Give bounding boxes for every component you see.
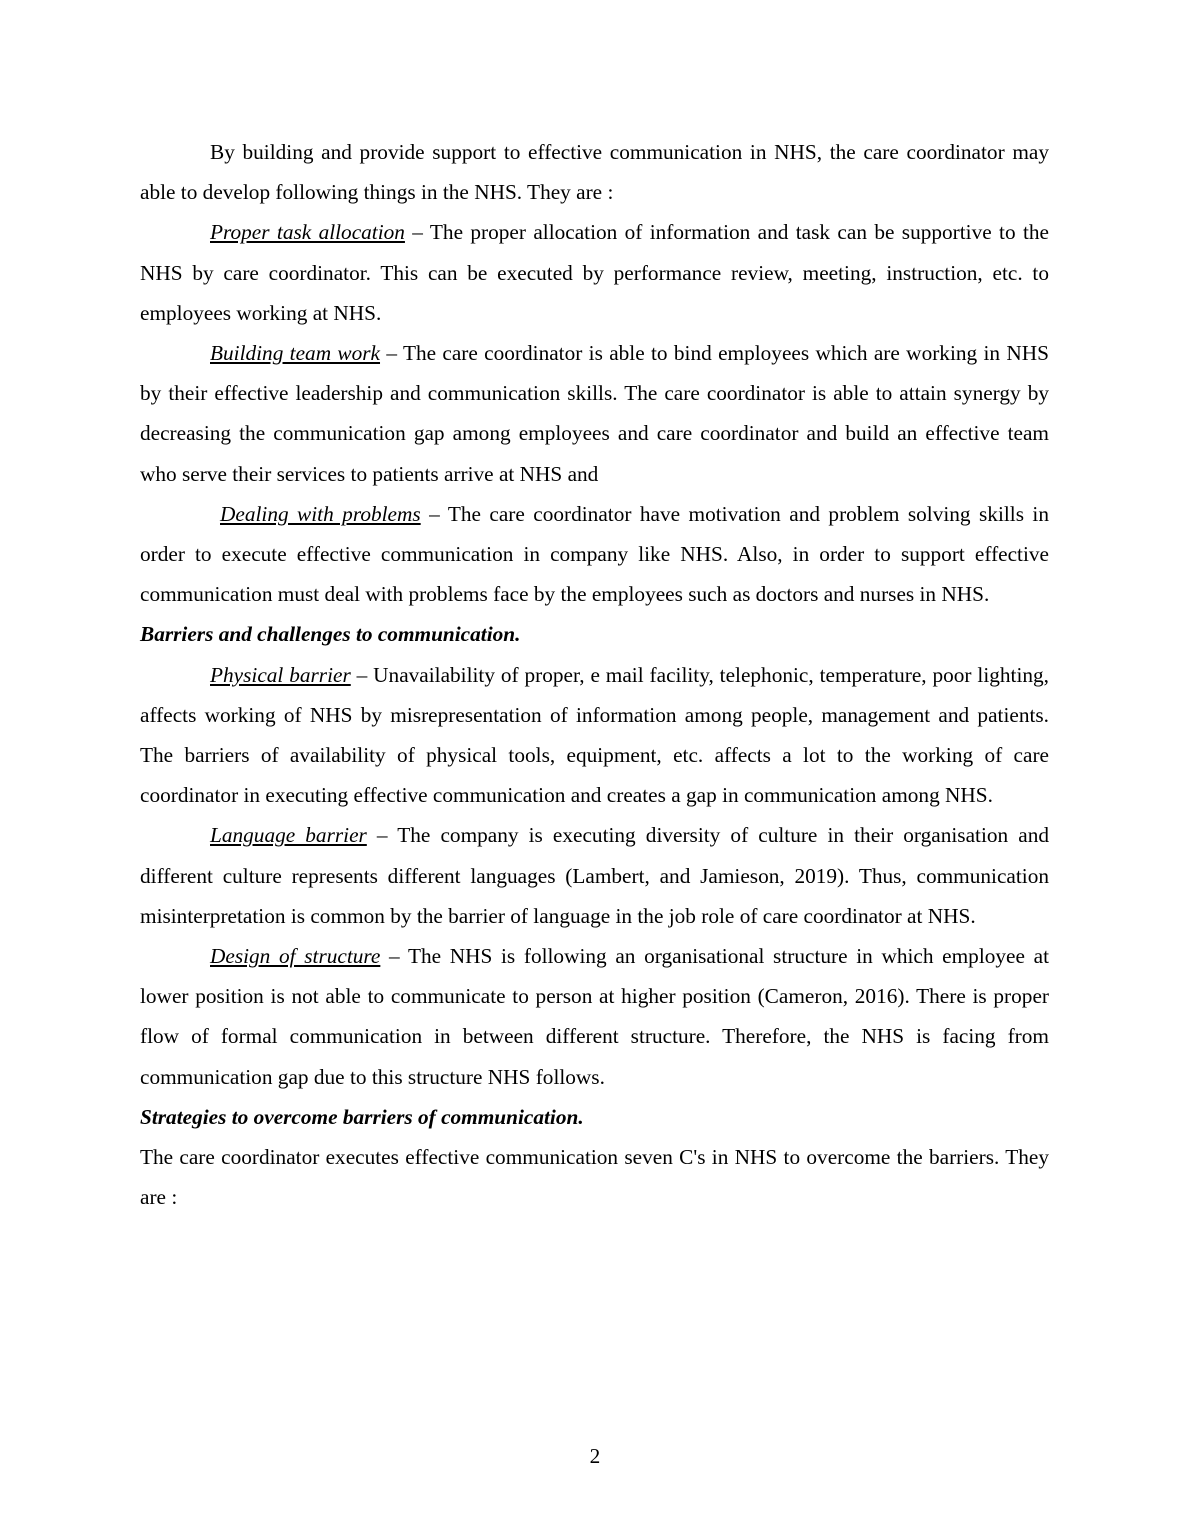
physical-barrier-term: Physical barrier: [210, 662, 351, 687]
intro-paragraph: By building and provide support to effective communication in NHS, the care coordinator may able to develop following things in the NHS. They are :: [140, 140, 1049, 205]
team-work-text: – The care coordinator is able to bind employees which are working in NHS by their effective leadership and communication skills. The care coordinator is able to attain synergy by decreasing the communication gap among employees and care coordinator and build an effective team who serve their services to patients arrive at NHS and: [140, 341, 1049, 486]
strategies-heading: Strategies to overcome barriers of communication.: [140, 1104, 584, 1129]
physical-barrier-paragraph: [140, 655, 1049, 816]
barriers-heading: Barriers and challenges to communication.: [140, 622, 521, 647]
task-allocation-term: Proper task allocation: [210, 220, 405, 245]
problems-paragraph: [140, 494, 1049, 615]
document-page: [140, 132, 1049, 1217]
team-work-paragraph: [140, 333, 1049, 494]
problems-text: – The care coordinator have motivation and problem solving skills in order to execute effective communication in company like NHS. Also, in order to support effective communication must deal with problems face by the employees such as doctors and nurses in NHS.: [140, 501, 1049, 607]
team-work-term: Building team work: [210, 341, 381, 366]
page-number: 2: [589, 1444, 601, 1468]
structure-paragraph: [140, 936, 1049, 1097]
task-allocation-paragraph: [140, 212, 1049, 333]
problems-term: Dealing with problems: [220, 501, 421, 526]
language-barrier-text: – The company is executing diversity of culture in their organisation and different culture represents different languages (Lambert, and Jamieson, 2019). Thus, communication misinterpretation is common by the barrier of language in the job role of care coordinator at NHS.: [140, 823, 1049, 928]
strategies-intro-paragraph: The care coordinator executes effective communication seven C's in NHS to overcome the barriers. They are :: [140, 1145, 1049, 1210]
language-barrier-paragraph: [140, 815, 1049, 936]
language-barrier-term: Language barrier: [210, 823, 367, 848]
task-allocation-text: – The proper allocation of information and task can be supportive to the NHS by care coordinator. This can be executed by performance review, meeting, instruction, etc. to employees working at NHS.: [140, 220, 1049, 325]
structure-text: – The NHS is following an organisational structure in which employee at lower position is not able to communicate to person at higher position (Cameron, 2016). There is proper flow of formal communication in between different structure. Therefore, the NHS is facing from communication gap due to this structure NHS follows.: [140, 944, 1049, 1089]
structure-term: Design of structure: [210, 944, 381, 969]
physical-barrier-text: – Unavailability of proper, e mail facility, telephonic, temperature, poor lighting, affects working of NHS by misrepresentation of information among people, management and patients. The barriers of availability of physical tools, equipment, etc. affects a lot to the working of care coordinator in executing effective communication and creates a gap in communication among NHS.: [140, 662, 1049, 808]
